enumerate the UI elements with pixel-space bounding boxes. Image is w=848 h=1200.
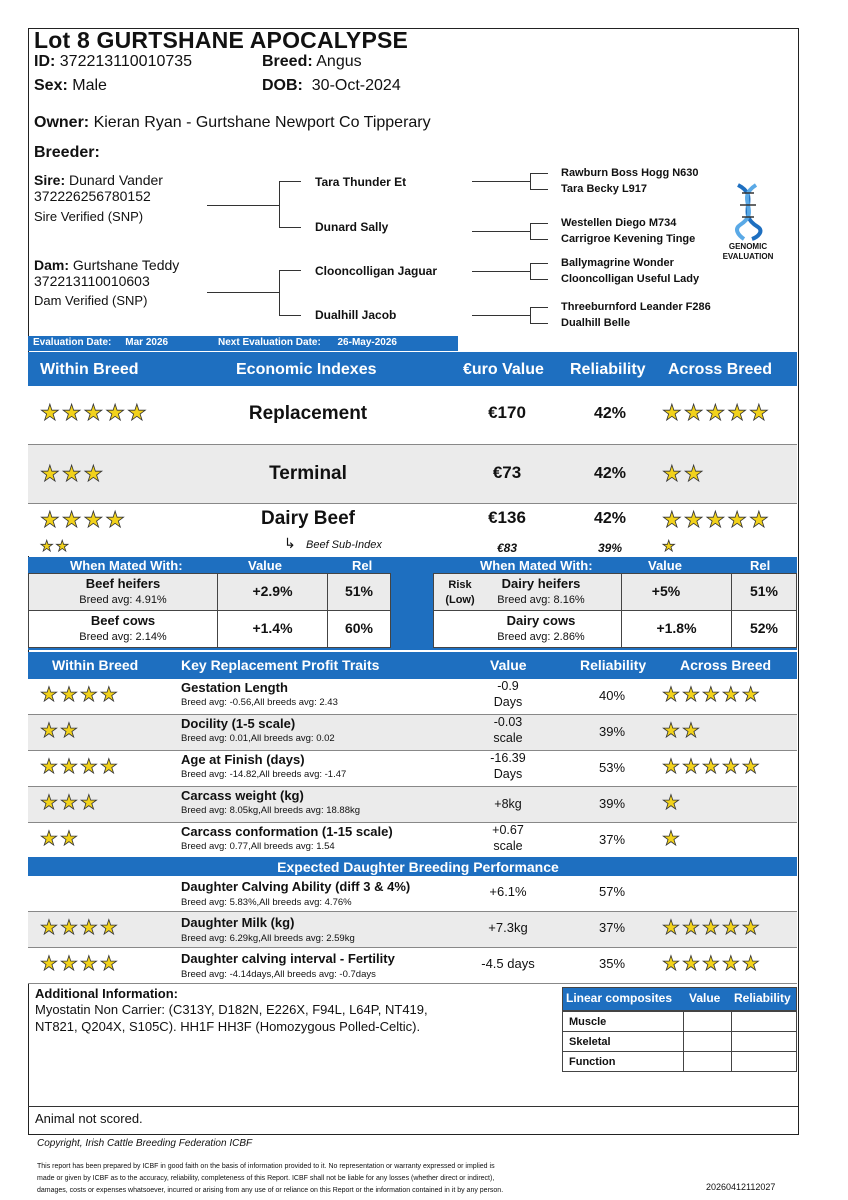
sd-sire: Westellen Diego M734 [561,217,677,229]
index-stars-across [662,400,771,426]
star-icon: ★ [662,828,682,850]
star-icon: ★ [40,400,62,425]
star-icon: ★ [40,917,60,939]
star-icon: ★ [681,953,702,975]
sub-index-reliability: 39% [597,541,623,555]
star-icon: ★ [748,400,771,425]
lot-title: Lot 8 GURTSHANE APOCALYPSE [34,27,409,53]
index-stars-within [40,400,149,426]
trait-value: -0.03 [493,715,523,729]
star-icon: ★ [727,507,749,532]
sub-index-stars-within [40,537,71,555]
dd-dam: Dualhill Belle [561,317,631,329]
star-icon: ★ [79,792,100,814]
sd-dam: Carrigroe Kevening Tinge [561,233,696,245]
trait-stars-within [40,682,120,707]
star-icon: ★ [40,507,62,532]
star-icon: ★ [99,917,120,939]
daughter-breed-avg: Breed avg: -4.14days,All breeds avg: -0.7days [181,969,376,980]
linear-header-reliability: Reliability [734,991,791,1005]
star-icon: ★ [741,953,762,975]
mated-value: +5% [651,583,681,599]
daughter-reliability: 35% [598,956,626,971]
sub-index-stars-across [662,537,677,555]
star-icon: ★ [61,400,84,425]
traits-header-across: Across Breed [680,657,772,673]
trait-breed-avg: Breed avg: 0.77,All breeds avg: 1.54 [181,841,335,852]
star-icon: ★ [99,684,120,706]
disclaimer-line3: damages, costs or expenses whatsoever, incurred or arising from any use of or reliance on this Report or the information contained in it by any person. [37,1187,504,1194]
index-header-across: Across Breed [668,361,773,378]
disclaimer-line2: made or given by ICBF as to the accuracy, reliability, completeness of this Report. ICBF shall not be liable for any losses (whether direct or indirect), [37,1175,495,1182]
linear-name: Skeletal [569,1036,611,1048]
star-icon: ★ [701,756,722,778]
daughter-breed-avg: Breed avg: 6.29kg,All breeds avg: 2.59kg [181,933,355,944]
disclaimer-line1: This report has been prepared by ICBF in good faith on the basis of information provided to it. No representation or warranty expressed or implied is [37,1163,495,1170]
trait-stars-within [40,790,100,815]
star-icon: ★ [701,917,722,939]
trait-name: Age at Finish (days) [181,752,305,767]
mated-avg: Breed avg: 8.16% [497,594,585,606]
trait-value: -16.39 [490,751,526,765]
traits-header-value: Value [490,657,527,673]
trait-breed-avg: Breed avg: 0.01,All breeds avg: 0.02 [181,733,335,744]
star-icon: ★ [662,792,682,814]
index-header-reliability: Reliability [570,361,646,378]
dd-sire: Threeburnford Leander F286 [561,301,711,313]
daughter-breed-avg: Breed avg: 5.83%,All breeds avg: 4.76% [181,897,352,908]
star-icon: ★ [727,400,749,425]
dam: Dam: Gurtshane Teddy [34,257,180,273]
mated-right-rel-header: Rel [750,558,771,573]
star-icon: ★ [683,461,706,486]
trait-stars-across [662,718,702,743]
star-icon: ★ [705,507,728,532]
mated-name: Dairy heifers [501,576,581,591]
star-icon: ★ [40,792,60,814]
mated-rel: 60% [344,620,374,636]
star-icon: ★ [99,756,120,778]
sire-dam: Dunard Sally [315,220,389,234]
dam-id: 372213110010603 [34,273,150,289]
trait-breed-avg: Breed avg: 8.05kg,All breeds avg: 18.88kg [181,805,361,816]
mated-name: Beef cows [90,613,156,628]
star-icon: ★ [741,756,762,778]
star-icon: ★ [59,828,80,850]
daughter-value: +6.1% [489,884,527,899]
mated-left-rel-header: Rel [352,558,373,573]
ds-dam: Clooncolligan Useful Lady [561,273,700,285]
trait-name: Gestation Length [181,680,288,695]
trait-value: -0.9 [497,679,519,693]
linear-header-name: Linear composites [566,991,673,1005]
index-name: Replacement [248,403,368,424]
daughter-row [28,876,797,912]
owner: Owner: Kieran Ryan - Gurtshane Newport Co Tipperary [34,114,431,131]
star-icon: ★ [61,507,84,532]
mated-value: +2.9% [252,583,293,599]
trait-value: +8kg [494,797,522,811]
star-icon: ★ [681,684,702,706]
trait-unit: Days [493,695,523,709]
trait-breed-avg: Breed avg: -14.82,All breeds avg: -1.47 [181,769,347,780]
star-icon: ★ [105,507,127,532]
star-icon: ★ [721,756,742,778]
index-reliability: 42% [593,405,627,422]
risk-label: Risk (Low) [445,579,475,606]
breed: Breed: Angus [262,53,362,70]
star-icon: ★ [701,953,722,975]
star-icon: ★ [662,461,684,486]
star-icon: ★ [55,538,71,555]
mated-right-value-header: Value [648,558,682,573]
linear-cell [731,1031,797,1052]
dam-sire: Clooncolligan Jaguar [315,264,438,278]
sire: Sire: Dunard Vander [34,172,163,188]
trait-name: Carcass weight (kg) [181,788,304,803]
sub-index-arrow-icon: ↳ [284,535,296,551]
sub-index-value: €83 [496,541,518,555]
additional-info-label: Additional Information: [35,986,178,1001]
genomic-evaluation-label: GENOMIC EVALUATION [722,242,774,261]
trait-name: Carcass conformation (1-15 scale) [181,824,393,839]
star-icon: ★ [40,953,60,975]
star-icon: ★ [59,756,80,778]
dam-dam: Dualhill Jacob [315,308,397,322]
index-reliability: 42% [593,465,627,482]
mated-left-header: When Mated With: [70,558,183,573]
star-icon: ★ [83,400,106,425]
mated-rel: 51% [749,583,779,599]
index-reliability: 42% [593,510,627,527]
star-icon: ★ [59,684,80,706]
sire-verified: Sire Verified (SNP) [34,209,144,224]
trait-stars-across [662,826,682,851]
ss-dam: Tara Becky L917 [561,183,648,195]
additional-info-line1: Myostatin Non Carrier: (C313Y, D182N, E226X, F94L, L64P, NT419, [35,1002,428,1017]
star-icon: ★ [59,720,80,742]
star-icon: ★ [79,756,100,778]
star-icon: ★ [40,684,60,706]
trait-value: +0.67 [492,823,524,837]
star-icon: ★ [741,684,762,706]
star-icon: ★ [683,400,706,425]
mated-right-header: When Mated With: [480,558,593,573]
index-stars-within [40,507,127,533]
sire-id: 372226256780152 [34,188,151,204]
daughter-header: Expected Daughter Breeding Performance [277,859,559,875]
star-icon: ★ [662,400,684,425]
star-icon: ★ [721,684,742,706]
star-icon: ★ [59,917,80,939]
index-header-euro: €uro Value [463,361,544,378]
star-icon: ★ [79,953,100,975]
traits-header-reliability: Reliability [580,657,647,673]
star-icon: ★ [705,400,728,425]
animal-id: ID: 372213110010735 [34,53,193,70]
daughter-reliability: 37% [598,920,626,935]
star-icon: ★ [99,953,120,975]
index-value: €170 [488,403,526,422]
star-icon: ★ [59,953,80,975]
daughter-value: +7.3kg [488,920,528,935]
star-icon: ★ [40,538,56,555]
mated-value: +1.4% [252,620,293,636]
linear-cell [683,1051,732,1072]
star-icon: ★ [662,720,682,742]
linear-cell [683,1031,732,1052]
star-icon: ★ [40,828,60,850]
trait-reliability: 39% [598,724,626,739]
index-value: €73 [492,463,522,482]
linear-header-value: Value [689,991,721,1005]
breeder-label: Breeder: [34,144,100,161]
star-icon: ★ [662,953,682,975]
star-icon: ★ [721,953,742,975]
daughter-trait-name: Daughter Calving Ability (diff 3 & 4%) [181,879,411,894]
evaluation-date: Evaluation Date: Mar 2026 [33,337,169,348]
daughter-trait-name: Daughter Milk (kg) [181,915,295,930]
daughter-stars-within [40,915,120,940]
mated-avg: Breed avg: 2.86% [497,631,585,643]
trait-name: Docility (1-5 scale) [181,716,296,731]
star-icon: ★ [741,917,762,939]
sire-sire: Tara Thunder Et [315,175,407,189]
dam-verified: Dam Verified (SNP) [34,293,148,308]
additional-info-line2: NT821, Q204X, S105C). HH1F HH3F (Homozygous Polled-Celtic). [35,1019,421,1034]
star-icon: ★ [721,917,742,939]
star-icon: ★ [681,720,702,742]
index-value: €136 [488,508,526,527]
mated-name: Beef heifers [85,576,161,591]
trait-stars-within [40,718,80,743]
star-icon: ★ [662,684,682,706]
linear-cell [731,1011,797,1032]
star-icon: ★ [662,538,678,555]
star-icon: ★ [61,461,84,486]
trait-stars-within [40,754,120,779]
dob: DOB: 30-Oct-2024 [262,77,401,94]
daughter-reliability: 57% [598,884,626,899]
trait-stars-within [40,826,80,851]
index-name: Terminal [269,463,347,484]
trait-stars-across [662,754,762,779]
daughter-value: -4.5 days [481,956,535,971]
trait-breed-avg: Breed avg: -0.56,All breeds avg: 2.43 [181,697,338,708]
star-icon: ★ [79,917,100,939]
daughter-stars-across [662,951,762,976]
sex: Sex: Male [34,77,107,94]
animal-not-scored: Animal not scored. [35,1111,143,1126]
next-evaluation-date: Next Evaluation Date: 26-May-2026 [218,337,397,348]
ds-sire: Ballymagrine Wonder [561,257,674,269]
mated-rel: 52% [749,620,779,636]
mated-avg: Breed avg: 4.91% [79,594,167,606]
trait-reliability: 39% [598,796,626,811]
linear-name: Muscle [569,1016,607,1028]
trait-unit: Days [493,767,523,781]
ss-sire: Rawburn Boss Hogg N630 [561,167,699,179]
traits-header-name: Key Replacement Profit Traits [181,657,380,673]
copyright: Copyright, Irish Cattle Breeding Federation ICBF [37,1138,253,1149]
star-icon: ★ [105,400,127,425]
index-stars-across [662,461,705,487]
index-header-economic: Economic Indexes [236,361,377,378]
star-icon: ★ [681,756,702,778]
daughter-trait-name: Daughter calving interval - Fertility [181,951,395,966]
star-icon: ★ [40,756,60,778]
trait-reliability: 37% [598,832,626,847]
trait-reliability: 53% [598,760,626,775]
star-icon: ★ [662,917,682,939]
sub-index-name: Beef Sub-Index [306,539,382,551]
dna-icon [728,183,768,241]
trait-unit: scale [493,731,523,745]
star-icon: ★ [748,507,771,532]
trait-unit: scale [493,839,523,853]
star-icon: ★ [40,720,60,742]
traits-header-within: Within Breed [52,657,139,673]
mated-name: Dairy cows [506,613,576,628]
index-stars-within [40,461,105,487]
linear-cell [683,1011,732,1032]
trait-stars-across [662,790,682,815]
star-icon: ★ [83,461,106,486]
trait-stars-across [662,682,762,707]
linear-name: Function [569,1056,616,1068]
linear-cell [731,1051,797,1072]
star-icon: ★ [79,684,100,706]
star-icon: ★ [40,461,62,486]
mated-avg: Breed avg: 2.14% [79,631,167,643]
daughter-stars-within [40,951,120,976]
mated-left-value-header: Value [248,558,282,573]
mated-value: +1.8% [656,620,697,636]
star-icon: ★ [83,507,106,532]
report-code: 20260412112027 [706,1182,776,1192]
star-icon: ★ [701,684,722,706]
star-icon: ★ [662,756,682,778]
star-icon: ★ [59,792,80,814]
mated-rel: 51% [344,583,374,599]
star-icon: ★ [126,400,149,425]
index-header-within: Within Breed [40,361,139,378]
index-stars-across [662,507,771,533]
daughter-stars-across [662,915,762,940]
index-name: Dairy Beef [261,508,355,529]
star-icon: ★ [683,507,706,532]
star-icon: ★ [681,917,702,939]
trait-reliability: 40% [598,688,626,703]
star-icon: ★ [662,507,684,532]
